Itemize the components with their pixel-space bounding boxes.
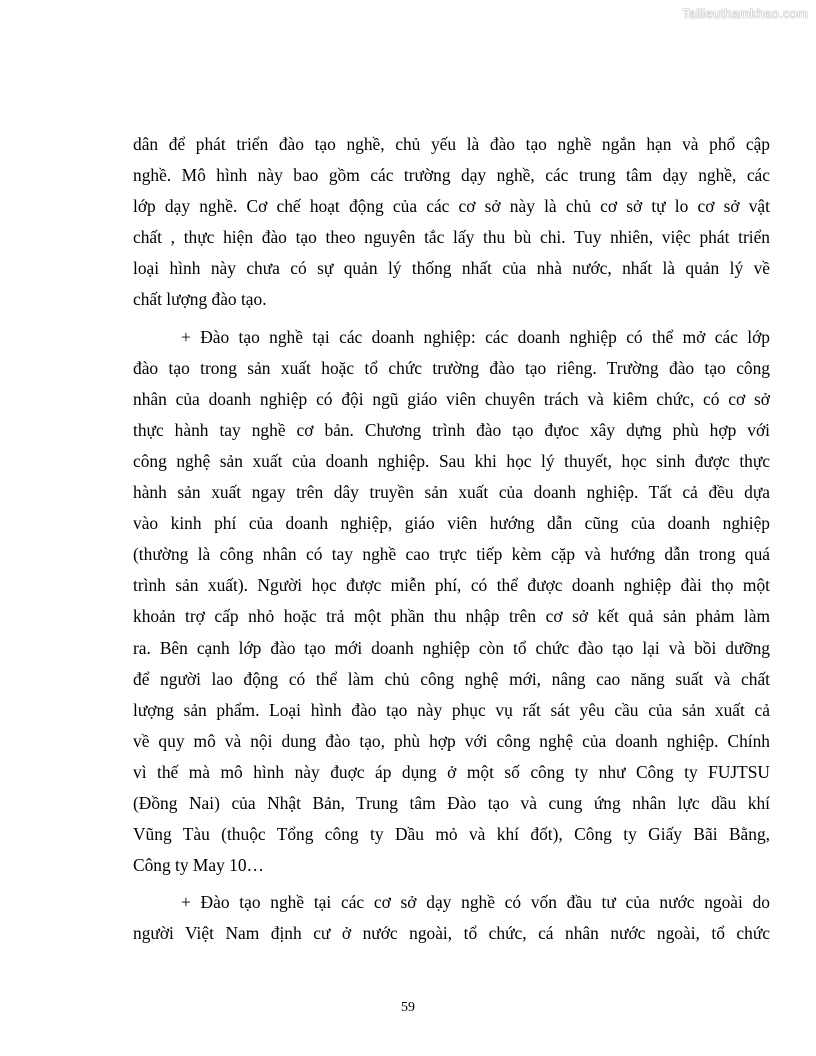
text-line: (thường là công nhân có tay nghề cao trực tiếp kèm cặp và hướng dẫn trong quá — [133, 544, 770, 565]
paragraph-1 — [133, 129, 770, 316]
text-line: chất , thực hiện đào tạo theo nguyên tắc lấy thu bù chi. Tuy nhiên, việc phát triển — [133, 227, 770, 248]
text-line: trình sản xuất). Người học được miễn phí, có thể được doanh nghiệp đài thọ một — [133, 575, 770, 596]
text-line: Công ty May 10… — [133, 855, 264, 876]
text-line: vào kinh phí của doanh nghiệp, giáo viên hướng dẫn cũng của doanh nghiệp — [133, 513, 770, 534]
text-line: lớp dạy nghề. Cơ chế hoạt động của các cơ sở này là chủ cơ sở tự lo cơ sở vật — [133, 196, 770, 217]
text-line: hành sản xuất ngay trên dây truyền sản xuất của doanh nghiệp. Tất cả đều dựa — [133, 482, 770, 503]
text-line: lượng sản phẩm. Loại hình đào tạo này phục vụ rất sát yêu cầu của sản xuất cả — [133, 699, 770, 720]
text-line: dân để phát triển đào tạo nghề, chủ yếu là đào tạo nghề ngắn hạn và phổ cập — [133, 134, 770, 154]
paragraph-3 — [133, 887, 770, 949]
text-line: đào tạo trong sản xuất hoặc tổ chức trường đào tạo riêng. Trường đào tạo công — [133, 357, 770, 378]
text-line: người Việt Nam định cư ở nước ngoài, tổ chức, cá nhân nước ngoài, tổ chức — [133, 923, 770, 944]
text-line: (Đồng Nai) của Nhật Bản, Trung tâm Đào tạo và cung ứng nhân lực dầu khí — [133, 792, 770, 813]
text-line: vì thế mà mô hình này đuợc áp dụng ở một số công ty như Công ty FUJTSU — [133, 761, 770, 782]
text-line: + Đào tạo nghề tại các doanh nghiệp: các doanh nghiệp có thể mở các lớp — [181, 326, 770, 347]
text-line: nghề. Mô hình này bao gồm các trường dạy nghề, các trung tâm dạy nghề, các — [133, 165, 770, 186]
text-line: thực hành tay nghề cơ bản. Chương trình đào tạo đựoc xây dựng phù hợp với — [133, 419, 770, 440]
text-line: Vũng Tàu (thuộc Tổng công ty Dầu mỏ và khí đốt), Công ty Giấy Bãi Bằng, — [133, 824, 770, 845]
text-line: về quy mô và nội dung đào tạo, phù hợp với công nghệ của doanh nghiệp. Chính — [133, 730, 770, 751]
text-line: loại hình này chưa có sự quản lý thống nhất của nhà nước, nhất là quản lý về — [133, 258, 770, 279]
document-body — [133, 129, 770, 955]
text-line: ra. Bên cạnh lớp đào tạo mới doanh nghiệp còn tổ chức đào tạo lại và bồi dưỡng — [133, 637, 770, 658]
page-number: 59 — [401, 1000, 415, 1015]
text-line: để người lao động có thể làm chủ công nghệ mới, nâng cao năng suất và chất — [133, 668, 770, 689]
text-line: + Đào tạo nghề tại các cơ sở dạy nghề có vốn đầu tư của nước ngoài do — [181, 892, 770, 913]
text-line: nhân của doanh nghiệp có đội ngũ giáo viên chuyên trách và kiêm chức, có cơ sở — [133, 388, 770, 409]
text-line: chất lượng đào tạo. — [133, 289, 267, 310]
text-line: khoản trợ cấp nhỏ hoặc trả một phần thu nhập trên cơ sở kết quả sản phảm làm — [133, 606, 770, 627]
paragraph-2 — [133, 322, 770, 882]
text-line: công nghệ sản xuất của doanh nghiệp. Sau khi học lý thuyết, học sinh được thực — [133, 450, 770, 471]
watermark: Tailieuthamkhao.com — [682, 6, 808, 21]
